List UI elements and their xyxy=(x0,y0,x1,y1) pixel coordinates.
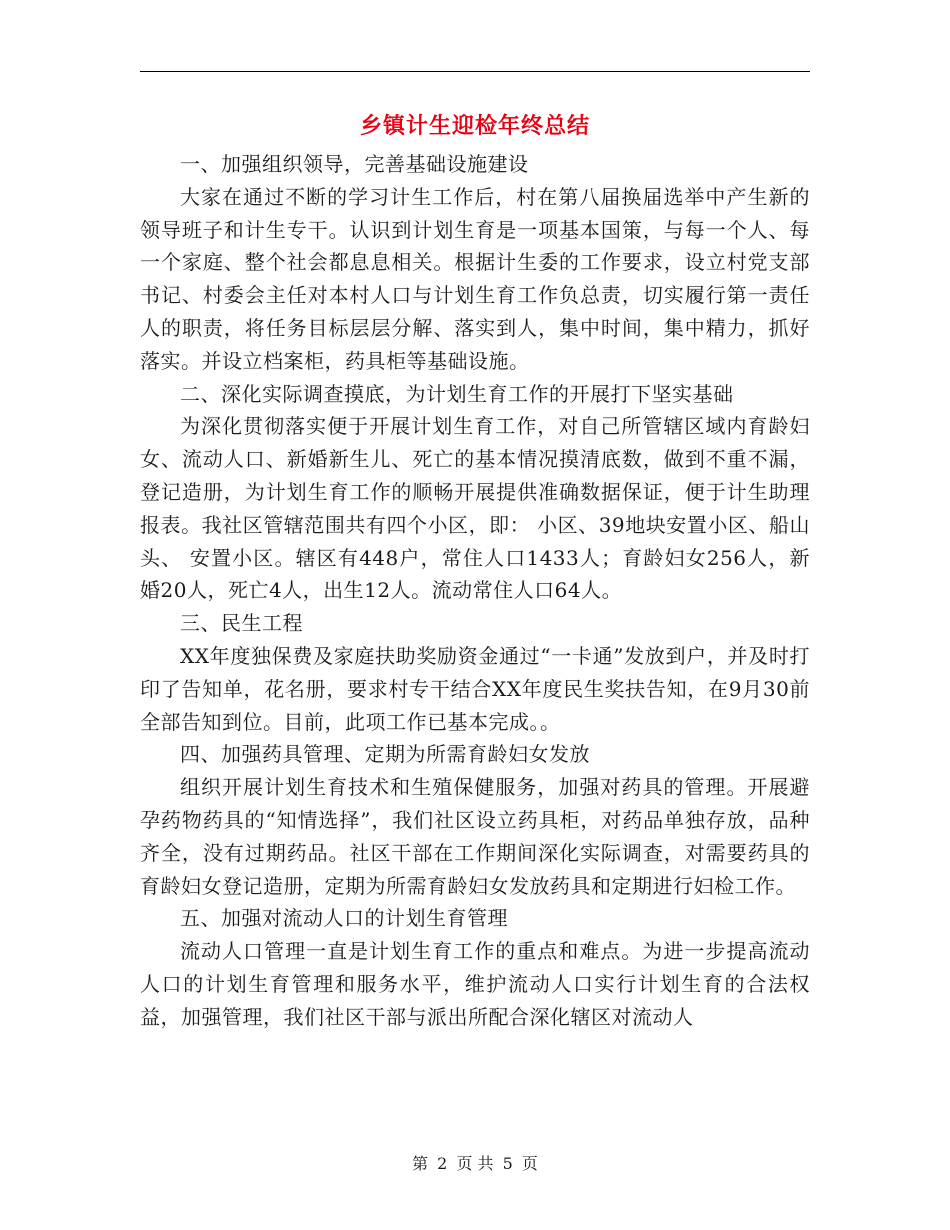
section-heading-4: 四、加强药具管理、定期为所需育龄妇女发放 xyxy=(180,742,590,767)
footer-suffix: 页 xyxy=(521,1154,538,1173)
section-heading-3: 三、民生工程 xyxy=(180,611,303,636)
body-paragraph-2: 为深化贯彻落实便于开展计划生育工作，对自己所管辖区域内育龄妇女、流动人口、新婚新生儿、死亡的基本情况摸清底数，做到不重不漏，登记造册，为计划生育工作的顺畅开展提供准确数据保证，便于计生助理报表。我社区管辖范围共有四个小区，即： 小区、39地块安置小区、船山头、 安置小区。辖区有448户，常住人口1433人；育龄妇女256人，新婚20人，死亡4人，出生12人。流动常住人口64人。 xyxy=(140,414,810,603)
body-paragraph-5: 流动人口管理一直是计划生育工作的重点和难点。为进一步提高流动人口的计划生育管理和服务水平，维护流动人口实行计划生育的合法权益，加强管理，我们社区干部与派出所配合深化辖区对流动人 xyxy=(140,939,810,1029)
section-heading-5: 五、加强对流动人口的计划生育管理 xyxy=(180,906,508,931)
body-paragraph-1: 大家在通过不断的学习计生工作后，村在第八届换届选举中产生新的领导班子和计生专干。认识到计划生育是一项基本国策，与每一个人、每一个家庭、整个社会都息息相关。根据计生委的工作要求，设立村党支部书记、村委会主任对本村人口与计划生育工作负总责，切实履行第一责任人的职责，将任务目标层层分解、落实到人，集中时间，集中精力，抓好落实。并设立档案柜，药具柜等基础设施。 xyxy=(140,184,810,373)
page-footer xyxy=(0,1152,950,1176)
body-paragraph-3: XX年度独保费及家庭扶助奖励资金通过“一卡通”发放到户，并及时打印了告知单，花名册，要求村专干结合XX年度民生奖扶告知，在9月30前全部告知到位。目前，此项工作已基本完成。。 xyxy=(140,643,810,734)
document-title: 乡镇计生迎检年终总结 xyxy=(359,113,590,139)
section-heading-1: 一、加强组织领导，完善基础设施建设 xyxy=(180,152,529,176)
footer-prefix: 第 xyxy=(412,1154,429,1173)
document-body xyxy=(140,148,810,1034)
body-paragraph-4: 组织开展计划生育技术和生殖保健服务，加强对药具的管理。开展避孕药物药具的“知情选择”，我们社区设立药具柜，对药品单独存放，品种齐全，没有过期药品。社区干部在工作期间深化实际调查，对需要药具的育龄妇女登记造册，定期为所需育龄妇女发放药具和定期进行妇检工作。 xyxy=(140,775,810,898)
footer-page-number: 2 xyxy=(437,1154,448,1173)
header-rule xyxy=(140,71,810,72)
footer-middle: 页 共 xyxy=(456,1154,494,1173)
footer-total-pages: 5 xyxy=(502,1154,513,1173)
section-heading-2: 二、深化实际调查摸底，为计划生育工作的开展打下坚实基础 xyxy=(180,381,734,406)
